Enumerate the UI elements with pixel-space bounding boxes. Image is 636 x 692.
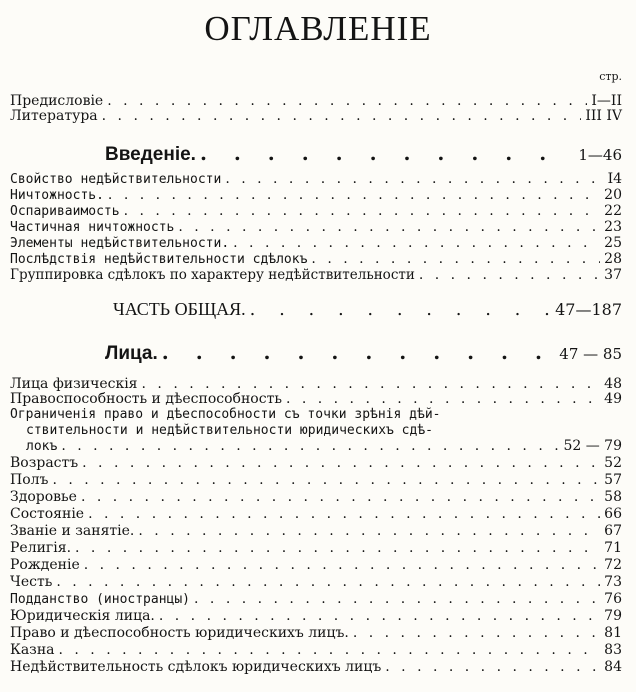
toc-entry-label: Состояніе (10, 506, 85, 522)
toc-entry-label: Рожденіе (10, 557, 80, 573)
toc-entry-page: 76 (604, 591, 622, 607)
toc-entry (10, 377, 622, 392)
toc-entry-label: Подданство (иностранцы) (10, 592, 191, 607)
toc-entry-page: 67 (604, 523, 622, 539)
toc-entry-label: Группировка сдѣлокъ по характеру недѣйствительности (10, 267, 415, 283)
toc-entry-page: 71 (604, 540, 622, 556)
toc-entry-page: 28 (604, 251, 622, 267)
dot-leader (75, 541, 600, 556)
toc-entry (10, 626, 622, 641)
dot-leader (385, 660, 600, 675)
dot-leader (61, 439, 559, 454)
toc-entry-page: 79 (604, 608, 622, 624)
toc-entry (10, 643, 622, 658)
toc-entry-page: 37 (604, 267, 622, 283)
toc-part-page: 47—187 (555, 300, 622, 319)
toc-section-label: Лица. (105, 343, 158, 364)
dot-leader (59, 643, 601, 658)
toc-entry-page: 20 (604, 187, 622, 203)
toc-entry-label: Право и дѣеспособность юридическихъ лицъ. (10, 625, 349, 641)
dot-leader (159, 609, 600, 624)
toc-entry (10, 609, 622, 624)
toc-entry (10, 575, 622, 590)
toc-entry-page: 58 (604, 489, 622, 505)
toc-entry (10, 94, 622, 109)
toc-entry-label: локъ (26, 439, 58, 454)
toc-entry (10, 541, 622, 556)
toc-entry-label: Полъ (10, 472, 49, 488)
dot-leader (124, 204, 601, 219)
dot-leader (225, 172, 603, 187)
toc-entry-label: Честь (10, 574, 53, 590)
toc-entry-label: Возрастъ (10, 455, 79, 471)
dot-leader (162, 341, 556, 363)
toc-entry-label: Элементы недѣйствительности. (10, 236, 230, 251)
toc-entry (10, 660, 622, 675)
dot-leader (286, 392, 600, 407)
toc-entry-page: 66 (604, 506, 622, 522)
toc-entry (10, 252, 622, 267)
toc-entry-label: Юридическія лица. (10, 608, 155, 624)
dot-leader (142, 377, 601, 392)
toc-entry-label: Частичная ничтожность (10, 220, 175, 235)
dot-leader (194, 592, 600, 607)
toc-entry-page: 25 (604, 235, 622, 251)
toc-entry-page: 57 (604, 472, 622, 488)
toc-entry-label: Литература (10, 108, 98, 124)
dot-leader (84, 558, 600, 573)
toc-entry (10, 268, 622, 283)
toc-entry-page: 22 (604, 203, 622, 219)
toc-entry (10, 439, 622, 454)
dot-leader (138, 524, 600, 539)
toc-entry-label: Здоровье (10, 489, 77, 505)
dot-leader (419, 268, 600, 283)
toc-entry-wrap-line: Ограниченія право и дѣеспособности съ точки зрѣнія дѣй- (10, 407, 441, 422)
toc-entry (10, 220, 622, 235)
dot-leader (102, 109, 582, 124)
toc-entry-page: I—II (591, 93, 622, 109)
toc-entry (10, 392, 622, 407)
toc-part-heading (10, 299, 622, 319)
toc-entry-wrap-line: ствительности и недѣйствительности юридическихъ сдѣ- (26, 423, 433, 438)
toc-entry (10, 204, 622, 219)
toc-entry-label: Свойство недѣйствительности (10, 172, 222, 187)
dot-leader (200, 142, 574, 164)
dot-leader (108, 188, 600, 203)
toc-entry (10, 236, 622, 251)
dot-leader (56, 575, 600, 590)
toc-entry-page: 52 (604, 455, 622, 471)
toc-entry-label: Недѣйствительность сдѣлокъ юридическихъ лицъ (10, 659, 382, 675)
toc-entry-label: Религія. (10, 540, 72, 556)
toc-entry (10, 172, 622, 187)
toc-entry-page: I4 (607, 171, 622, 187)
toc-entry-label: Ничтожность. (10, 188, 104, 203)
toc-entry (10, 490, 622, 505)
toc-entry-page: 81 (604, 625, 622, 641)
toc-entry-page: 84 (604, 659, 622, 675)
toc-entry-label: Предисловіе (10, 93, 104, 109)
page-title: ОГЛАВЛЕНІЕ (204, 9, 432, 48)
toc-entry-page: III IV (585, 108, 622, 124)
toc-entry-page: 83 (604, 642, 622, 658)
toc-section-heading (10, 142, 622, 166)
dot-leader (233, 236, 600, 251)
dot-leader (353, 626, 600, 641)
toc-part-label: ЧАСТЬ ОБЩАЯ. (113, 299, 246, 319)
toc-entry (10, 456, 622, 471)
toc-entry-page: 52 — 79 (563, 438, 622, 454)
toc-entry (10, 558, 622, 573)
toc-section-page: 1—46 (578, 146, 622, 164)
toc-entry-page: 48 (604, 376, 622, 392)
toc-entry (10, 507, 622, 522)
toc-section-page: 47 — 85 (559, 345, 622, 363)
toc-entry (10, 524, 622, 539)
toc-entry-label: Казна (10, 642, 55, 658)
toc-entry-label: Правоспособность и дѣеспособность (10, 391, 282, 407)
toc-entry (10, 473, 622, 488)
dot-leader (250, 302, 551, 317)
dot-leader (81, 490, 600, 505)
toc-entry-page: 73 (604, 574, 622, 590)
dot-leader (82, 456, 600, 471)
toc-entry (10, 592, 622, 607)
toc-entry-page: 49 (604, 391, 622, 407)
toc-entry-label: Оспариваимость (10, 204, 120, 219)
toc-entry-page: 72 (604, 557, 622, 573)
toc-entry-label: Лица физическія (10, 376, 138, 392)
toc-section-label: Введеніе. (105, 144, 196, 165)
toc-entry (10, 188, 622, 203)
toc-entry-page: 23 (604, 219, 622, 235)
page-column-header: стр. (599, 70, 622, 83)
toc-section-heading (10, 341, 622, 365)
toc-entry (10, 109, 622, 124)
dot-leader (107, 94, 587, 109)
dot-leader (178, 220, 600, 235)
dot-leader (52, 473, 600, 488)
dot-leader (311, 252, 600, 267)
toc-entry-label: Званіе и занятіе. (10, 523, 135, 539)
toc-entry-label: Послѣдствія недѣйствительности сдѣлокъ (10, 252, 308, 267)
dot-leader (88, 507, 600, 522)
